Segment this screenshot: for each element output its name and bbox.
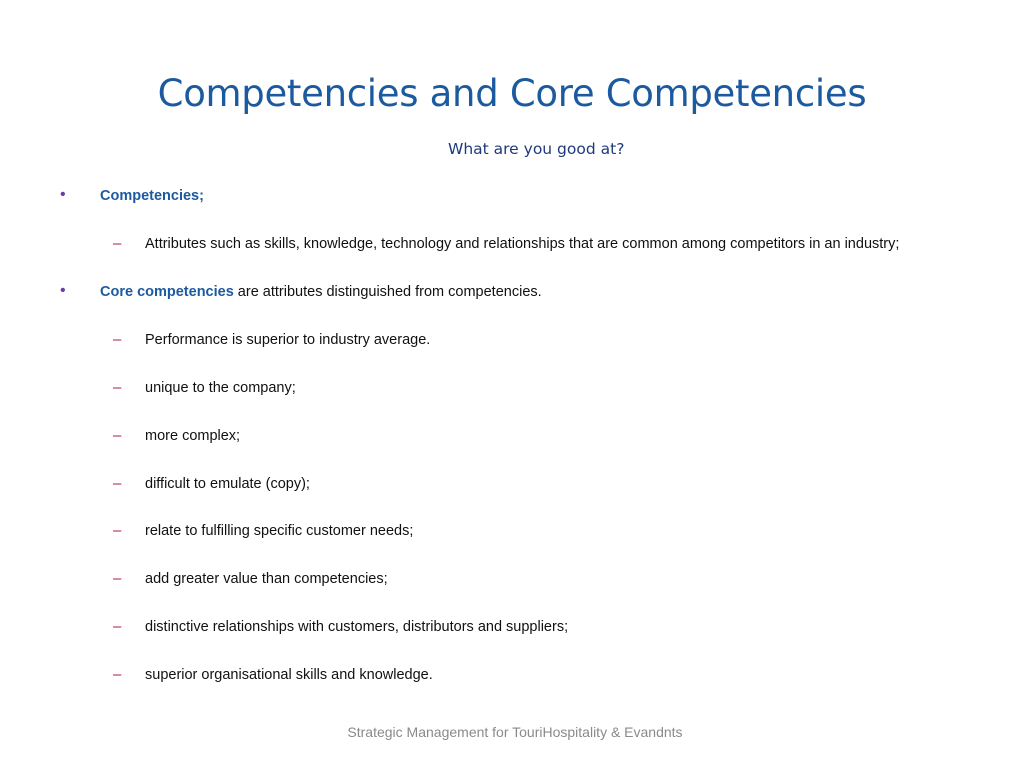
bullet-text bbox=[100, 284, 542, 300]
bullet-lead: Core competencies bbox=[100, 284, 234, 300]
sub-text: relate to fulfilling specific customer needs; bbox=[145, 523, 414, 539]
sub-text: distinctive relationships with customers, distributors and suppliers; bbox=[145, 619, 569, 635]
slide-subtitle: What are you good at? bbox=[448, 140, 625, 158]
dash-icon: – bbox=[113, 475, 122, 492]
bullet-icon: • bbox=[60, 282, 66, 299]
dash-icon: – bbox=[113, 427, 122, 444]
dash-icon: – bbox=[113, 379, 122, 396]
bullet-rest: are attributes distinguished from competencies. bbox=[233, 284, 542, 300]
sub-text: Performance is superior to industry average. bbox=[145, 332, 431, 348]
dash-icon: – bbox=[113, 235, 122, 252]
dash-icon: – bbox=[113, 522, 122, 539]
bullet-lead: Competencies; bbox=[100, 188, 204, 204]
sub-text: unique to the company; bbox=[145, 380, 296, 396]
bullet-icon: • bbox=[60, 186, 66, 203]
sub-text: more complex; bbox=[145, 428, 241, 444]
dash-icon: – bbox=[113, 618, 122, 635]
sub-text: add greater value than competencies; bbox=[145, 571, 388, 587]
sub-text: difficult to emulate (copy); bbox=[145, 476, 310, 492]
bullet-text bbox=[100, 188, 204, 204]
sub-text: superior organisational skills and knowledge. bbox=[145, 667, 433, 683]
slide-title: Competencies and Core Competencies bbox=[157, 72, 867, 115]
dash-icon: – bbox=[113, 570, 122, 587]
slide-footer: Strategic Management for TouriHospitality & Evandnts bbox=[347, 724, 683, 740]
dash-icon: – bbox=[113, 666, 122, 683]
dash-icon: – bbox=[113, 331, 122, 348]
sub-text: Attributes such as skills, knowledge, technology and relationships that are common among competitors in an industry; bbox=[145, 236, 900, 252]
